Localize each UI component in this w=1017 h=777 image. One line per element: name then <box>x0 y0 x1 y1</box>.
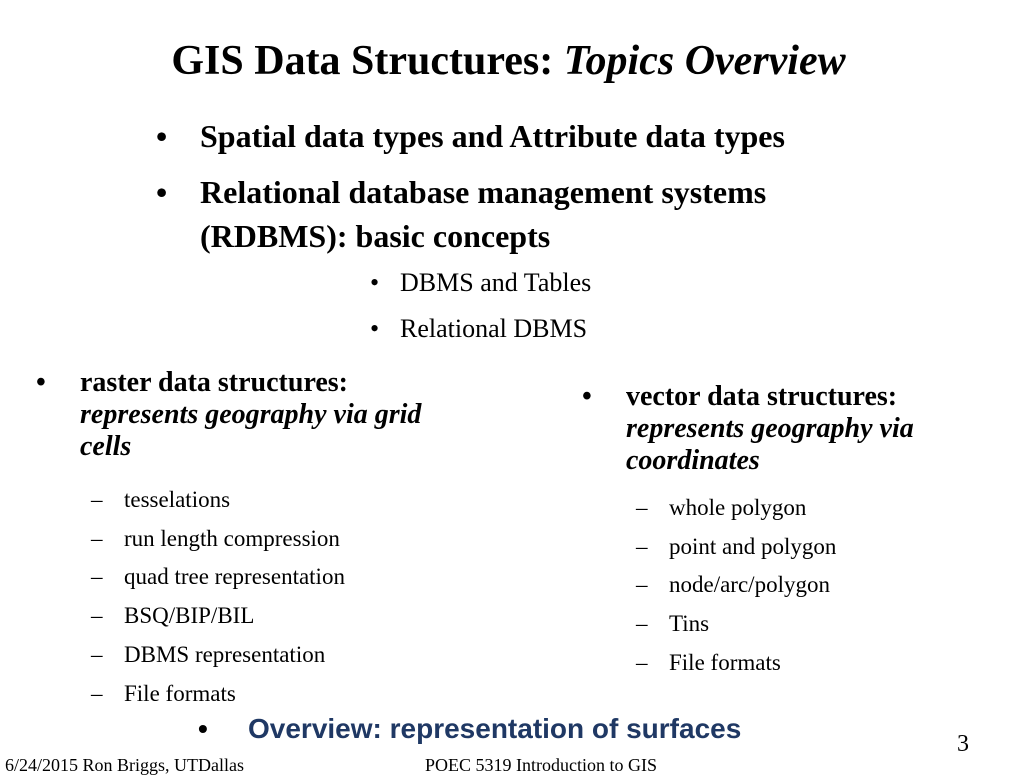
list-item: – point and polygon <box>636 528 836 567</box>
raster-heading-text <box>80 367 456 463</box>
dash-icon: – <box>636 495 648 520</box>
raster-title: raster data structures: <box>80 367 349 398</box>
bullet-icon: • <box>370 314 380 343</box>
bullet-icon: • <box>36 367 46 398</box>
sub-bullet-text: DBMS and Tables <box>400 268 592 297</box>
overview-text: Overview: representation of surfaces <box>248 713 742 744</box>
list-item: – File formats <box>91 675 345 714</box>
main-bullet-text: Spatial data types and Attribute data types <box>200 118 785 154</box>
vector-subtitle: represents geography via coordinates <box>626 413 914 476</box>
sub-bullet-2 <box>370 310 587 348</box>
bullet-icon: • <box>198 713 208 744</box>
vector-heading <box>582 381 982 477</box>
main-bullet-1 <box>156 114 956 158</box>
dash-icon: – <box>91 680 103 706</box>
main-bullet-text: Relational database management systems (RDBMS): basic concepts <box>200 174 767 254</box>
bullet-icon: • <box>370 268 380 297</box>
sub-bullet-1 <box>370 264 591 302</box>
list-item: – Tins <box>636 605 836 644</box>
sub-bullet-text: Relational DBMS <box>400 314 588 343</box>
title-main: GIS Data Structures: <box>171 38 564 84</box>
dash-icon: – <box>91 525 103 551</box>
overview-bullet <box>198 712 741 746</box>
dash-icon: – <box>636 533 648 559</box>
list-item: – quad tree representation <box>91 558 345 597</box>
list-item: – BSQ/BIP/BIL <box>91 597 345 636</box>
list-item: – node/arc/polygon <box>636 566 836 605</box>
dash-icon: – <box>91 487 103 512</box>
dash-icon: – <box>91 564 103 590</box>
bullet-icon: • <box>582 381 592 412</box>
raster-list <box>91 481 345 713</box>
list-item: – DBMS representation <box>91 636 345 675</box>
list-item: – run length compression <box>91 520 345 559</box>
page-number: 3 <box>957 731 969 757</box>
dash-icon: – <box>636 649 648 675</box>
dash-icon: – <box>636 611 648 637</box>
footer-left: 6/24/2015 Ron Briggs, UTDallas <box>5 755 244 775</box>
dash-icon: – <box>91 641 103 667</box>
dash-icon: – <box>636 572 648 598</box>
main-bullet-2 <box>156 170 876 258</box>
list-item: – File formats <box>636 644 836 683</box>
vector-heading-text <box>626 381 982 477</box>
title-italic: Topics Overview <box>563 38 846 84</box>
bullet-icon: • <box>156 174 168 210</box>
bullet-icon: • <box>156 118 168 154</box>
vector-list <box>636 489 836 683</box>
slide-title <box>0 36 1017 86</box>
raster-heading <box>36 367 456 463</box>
vector-title: vector data structures: <box>626 381 898 412</box>
footer-right: POEC 5319 Introduction to GIS <box>425 755 657 775</box>
raster-subtitle: represents geography via grid cells <box>80 399 422 462</box>
list-item: – tesselations <box>91 481 345 520</box>
dash-icon: – <box>91 603 103 629</box>
list-item: – whole polygon <box>636 489 836 528</box>
